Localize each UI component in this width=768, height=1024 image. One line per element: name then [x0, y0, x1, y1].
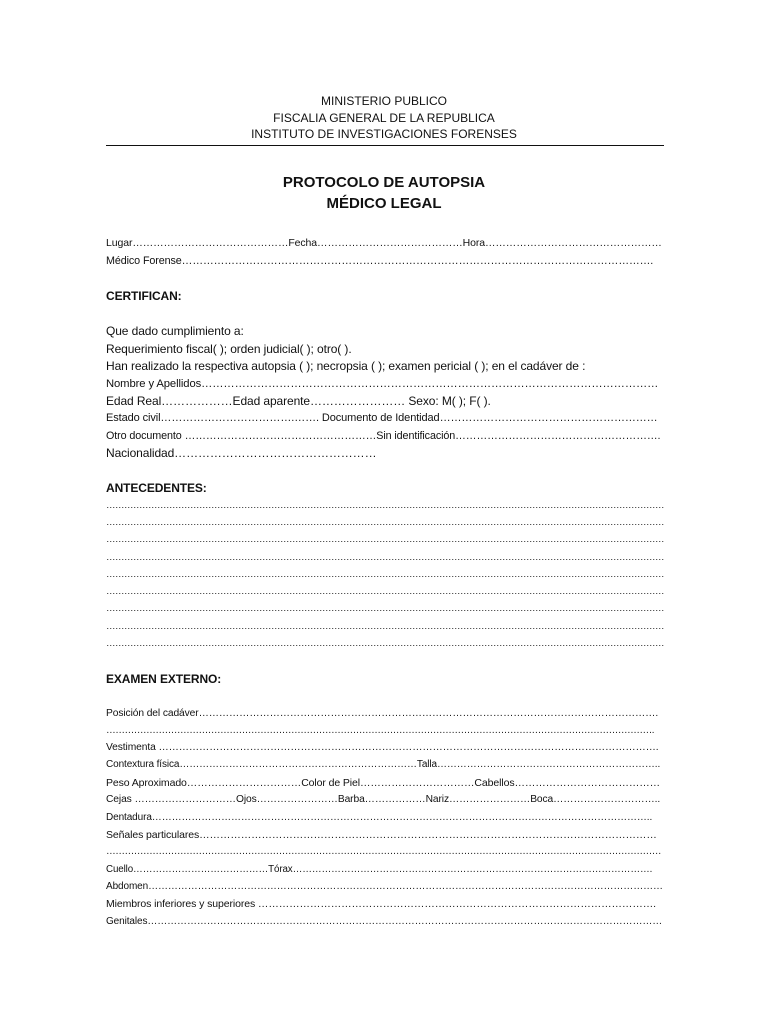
header-ministry: MINISTERIO PUBLICO	[320, 94, 448, 108]
field-autopsia: Han realizado la respectiva autopsia ( ); necropsia ( ); examen pericial ( ); en el cadáver de :	[106, 359, 586, 373]
header-divider	[106, 145, 664, 146]
field-miembros: Miembros inferiores y superiores …………………………………………………………………………………………………….	[106, 898, 656, 910]
field-cuello-torax: Cuello……………………………………Tórax………………………………………………………………………………………………….	[106, 864, 653, 875]
field-nacionalidad: Nacionalidad……………………………………………	[106, 446, 377, 460]
field-contextura-talla: Contextura física………………………………………………………………Talla…………………………………………………………..	[106, 759, 661, 770]
antecedentes-line: ……………………………………………………………………………………………………………………………………………………………………	[106, 586, 664, 597]
header-institute: INSTITUTO DE INVESTIGACIONES FORENSES	[251, 127, 517, 141]
section-heading-antecedentes: ANTECEDENTES:	[106, 481, 207, 495]
title-line-1: PROTOCOLO DE AUTOPSIA	[282, 174, 486, 191]
antecedentes-line: ……………………………………………………………………………………………………………………………………………………………………	[106, 534, 664, 545]
field-medico-forense: Médico Forense…………………………………………………………………………………………………………………….	[106, 255, 654, 267]
field-estado-civil: Estado civil……………………………….……. Documento de Identidad……………………………………………………	[106, 412, 658, 424]
antecedentes-line: ……………………………………………………………………………………………………………………………………………………………………	[106, 500, 664, 511]
institution-header	[0, 93, 768, 143]
field-vestimenta: Vestimenta ………………………………………………………………………………………………………………………………….	[106, 742, 659, 753]
examen-blank-line: …………………………………………………………………………………………………………………………………………………………….	[106, 725, 654, 736]
field-senales-particulares: Señales particulares……………………………………………………………………………………………………………………	[106, 829, 657, 841]
antecedentes-line: ……………………………………………………………………………………………………………………………………………………………………	[106, 569, 664, 580]
title-line-2: MÉDICO LEGAL	[326, 195, 442, 212]
antecedentes-line: ……………………………………………………………………………………………………………………………………………………………………	[106, 621, 664, 632]
field-edad-sexo: Edad Real………………Edad aparente…………………… Sexo: M( ); F( ).	[106, 394, 491, 408]
field-posicion-cadaver: Posición del cadáver……………………………………………………………………………………………………………………….	[106, 708, 659, 719]
header-fiscalia: FISCALIA GENERAL DE LA REPUBLICA	[273, 110, 495, 125]
certifican-intro: Que dado cumplimiento a:	[106, 324, 244, 338]
antecedentes-line: ……………………………………………………………………………………………………………………………………………………………………	[106, 603, 664, 614]
field-peso-color-cabellos: Peso Aproximado……………………………Color de Piel……………………………Cabellos……………………………………	[106, 777, 661, 789]
field-otro-documento: Otro documento ………………………………………………Sin identificación………………………………………………….	[106, 430, 661, 442]
section-heading-examen-externo: EXAMEN EXTERNO:	[106, 672, 222, 686]
antecedentes-line: ……………………………………………………………………………………………………………………………………………………………………	[106, 638, 664, 649]
field-nombre-apellidos: Nombre y Apellidos……………………………………………………………………………………………………………	[106, 378, 659, 390]
section-heading-certifican: CERTIFICAN:	[106, 289, 182, 303]
field-lugar-fecha-hora: Lugar………………………………………Fecha……………………………………Hora……………………………………………	[106, 237, 662, 249]
field-dentadura: Dentadura……………………………………………………………………………………………………………………………………..	[106, 812, 653, 823]
field-cejas-ojos-barba-nariz-boca: Cejas …………………………Ojos……………………Barba………………Nariz……………………Boca…………………………..	[106, 794, 661, 805]
antecedentes-line: ……………………………………………………………………………………………………………………………………………………………………	[106, 552, 664, 563]
examen-blank-line: ………………………………………………………………………………………………………………………………………………………………	[106, 846, 661, 857]
field-genitales: Genitales…………………………………………………………………………………………………………………………………………	[106, 916, 663, 927]
field-requerimiento: Requerimiento fiscal( ); orden judicial( ); otro( ).	[106, 342, 352, 356]
antecedentes-line: ……………………………………………………………………………………………………………………………………………………………………	[106, 517, 664, 528]
field-abdomen: Abdomen…………………………………………………………………………………………………………………………………………	[106, 881, 663, 892]
document-title	[0, 172, 768, 214]
